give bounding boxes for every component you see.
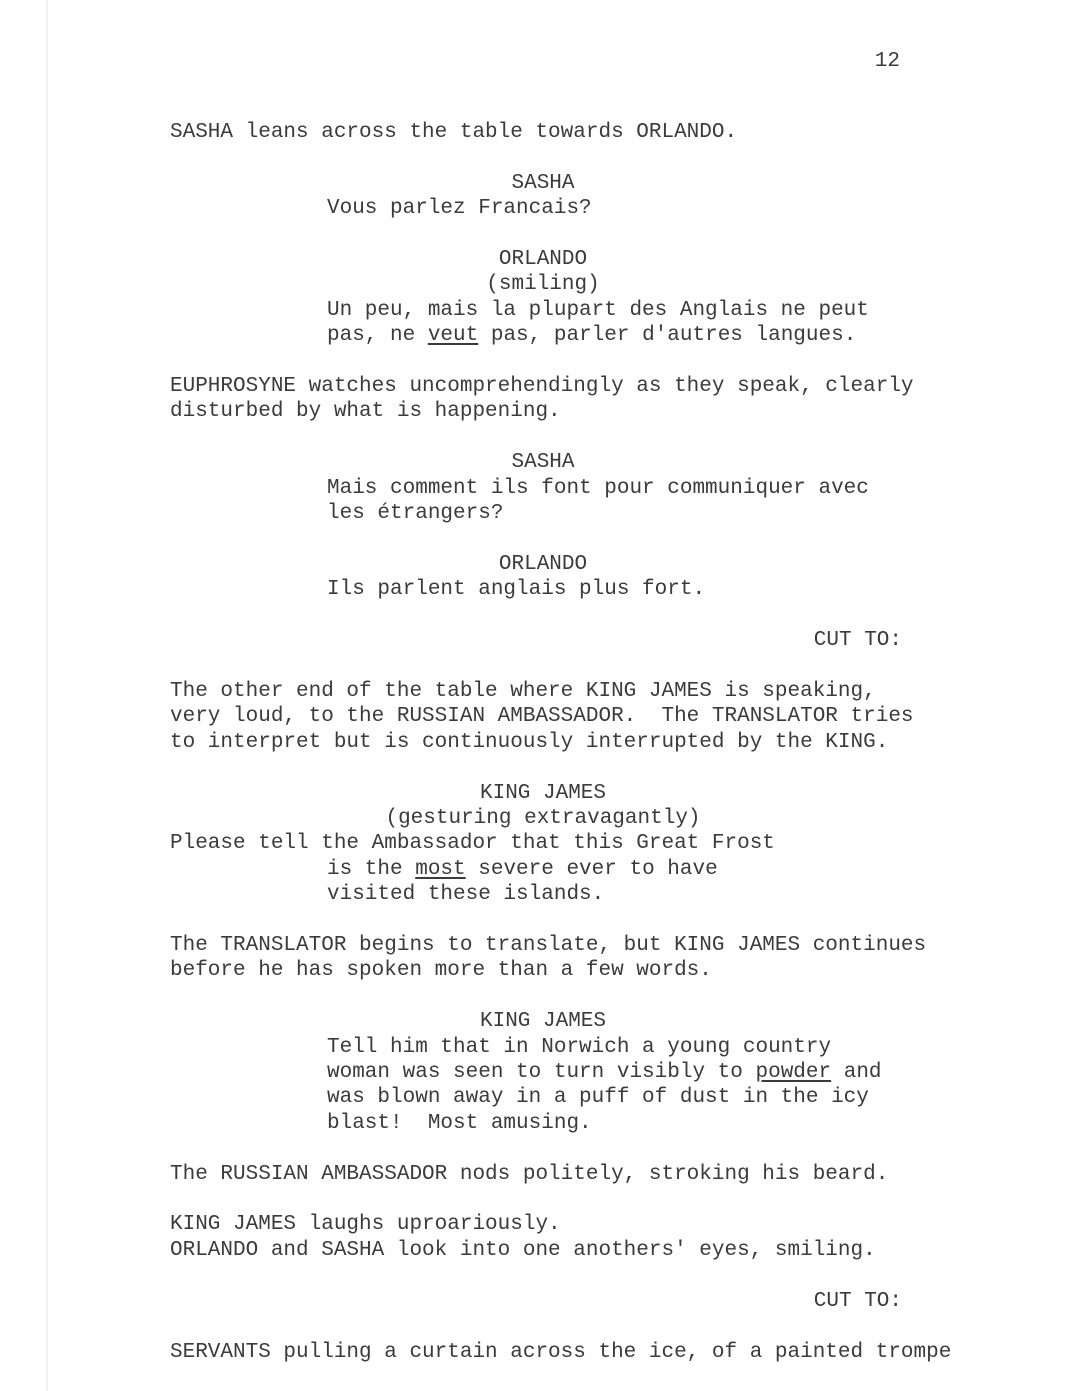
text-segment [0,1264,13,1287]
script-line-action [170,399,1075,424]
text-segment [0,426,13,449]
script-line-blank [0,145,1075,170]
script-line-cue [327,1009,759,1034]
script-line-action [170,120,1075,145]
underlined-text: most [415,857,466,881]
script-line-paren [327,272,759,297]
script-line-dialog [327,323,1075,348]
script-line-dialog [327,882,1075,907]
script-line-action [170,374,1075,399]
script-line-blank [0,1136,1075,1161]
script-line-action [170,1340,1075,1365]
text-segment [0,146,13,169]
text-segment [0,528,13,551]
text-segment: SERVANTS pulling a curtain across the ice, of a painted trompe [170,1340,952,1364]
text-segment: Tell him that in Norwich a young country [327,1035,832,1059]
script-line-blank [0,984,1075,1009]
text-segment: pas, parler d'autres langues. [478,324,857,348]
text-segment: SASHA [511,451,575,475]
text-segment [0,350,13,373]
script-line-action [170,704,1075,729]
script-line-action [170,1212,1075,1237]
text-segment: very loud, to the RUSSIAN AMBASSADOR. The TRANSLATOR tries [170,705,914,729]
text-segment [0,1315,13,1338]
text-segment [0,909,13,932]
script-line-blank [0,527,1075,552]
script-line-blank [0,1187,1075,1212]
script-line-action [170,679,1075,704]
text-segment: was blown away in a puff of dust in the icy [327,1086,869,1110]
script-line-blank [0,1263,1075,1288]
text-segment: blast! Most amusing. [327,1111,592,1135]
script-line-blank [0,603,1075,628]
script-line-dialog [327,196,1075,221]
text-segment: disturbed by what is happening. [170,400,561,424]
script-line-action [170,730,1075,755]
underlined-text: veut [427,324,479,348]
script-line-cue [327,247,759,272]
script-line-paren [327,806,759,831]
script-line-dialog [327,298,1075,323]
script-line-cue [327,552,759,577]
script-line-blank [0,1314,1075,1339]
text-segment: ORLANDO [498,552,588,576]
script-line-blank [0,755,1075,780]
text-segment [0,223,13,246]
text-segment [0,655,13,678]
text-segment: The TRANSLATOR begins to translate, but KING JAMES continues [170,934,927,957]
text-segment: CUT TO: [813,629,902,653]
script-line-blank [0,222,1075,247]
script-line-transition [0,628,1075,653]
text-segment: Please tell the Ambassador that this Great Frost [170,832,775,856]
script-line-blank [0,654,1075,679]
text-segment: pas, ne [327,324,428,348]
script-line-cue [327,171,759,196]
text-segment: KING JAMES laughs uproariously. [170,1213,561,1237]
text-segment [0,1188,13,1211]
script-line-action [170,958,1075,983]
text-segment: les étrangers? [327,502,504,526]
text-segment: Ils parlent anglais plus fort. [327,578,706,602]
text-segment [0,985,13,1008]
text-segment: CUT TO: [813,1289,902,1313]
text-segment: ORLANDO [498,248,588,272]
text-segment: woman was seen to turn visibly to [327,1061,756,1085]
script-line-flush [170,831,1075,856]
text-segment: Un peu, mais la plupart des Anglais ne peut [327,298,869,322]
text-segment: ORLANDO and SASHA look into one anothers' eyes, smiling. [170,1238,876,1262]
text-segment: The other end of the table where KING JAMES is speaking, [170,679,876,703]
script-line-action [170,933,1075,958]
text-segment: before he has spoken more than a few words. [170,959,712,983]
script-line-action [170,1162,1075,1187]
text-segment: (smiling) [486,273,600,297]
text-segment: KING JAMES [479,781,607,805]
text-segment: SASHA leans across the table towards ORLANDO. [170,121,738,144]
script-line-dialog [327,1085,1075,1110]
script-line-dialog [327,476,1075,501]
underlined-text: powder [755,1061,832,1085]
script-line-dialog [327,1111,1075,1136]
text-segment: SASHA [511,171,575,195]
script-line-blank [0,349,1075,374]
script-line-blank [0,425,1075,450]
text-segment: Mais comment ils font pour communiquer avec [327,476,869,500]
text-segment [0,756,13,779]
script-lines [0,120,1075,1365]
text-segment: severe ever to have [465,857,718,881]
text-segment: visited these islands. [327,883,605,907]
script-line-cue [327,450,759,475]
text-segment: is the [327,857,416,881]
text-segment [0,1137,13,1160]
script-line-cue [327,781,759,806]
script-line-dialog [327,1060,1075,1085]
page-number: 12 [874,50,900,73]
script-line-dialog [327,501,1075,526]
script-line-dialog [327,577,1075,602]
text-segment [0,604,13,627]
text-segment: The RUSSIAN AMBASSADOR nods politely, stroking his beard. [170,1162,889,1186]
text-segment: (gesturing extravagantly) [385,806,701,830]
script-line-action [170,1238,1075,1263]
script-line-dialog [327,1035,1075,1060]
text-segment: to interpret but is continuously interrupted by the KING. [170,730,889,754]
text-segment: KING JAMES [479,1010,607,1034]
script-line-dialog [327,857,1075,882]
text-segment: and [831,1061,882,1085]
script-line-blank [0,908,1075,933]
text-segment: Vous parlez Francais? [327,197,592,221]
text-segment: EUPHROSYNE watches uncomprehendingly as they speak, clearly [170,375,914,399]
script-line-transition [0,1289,1075,1314]
